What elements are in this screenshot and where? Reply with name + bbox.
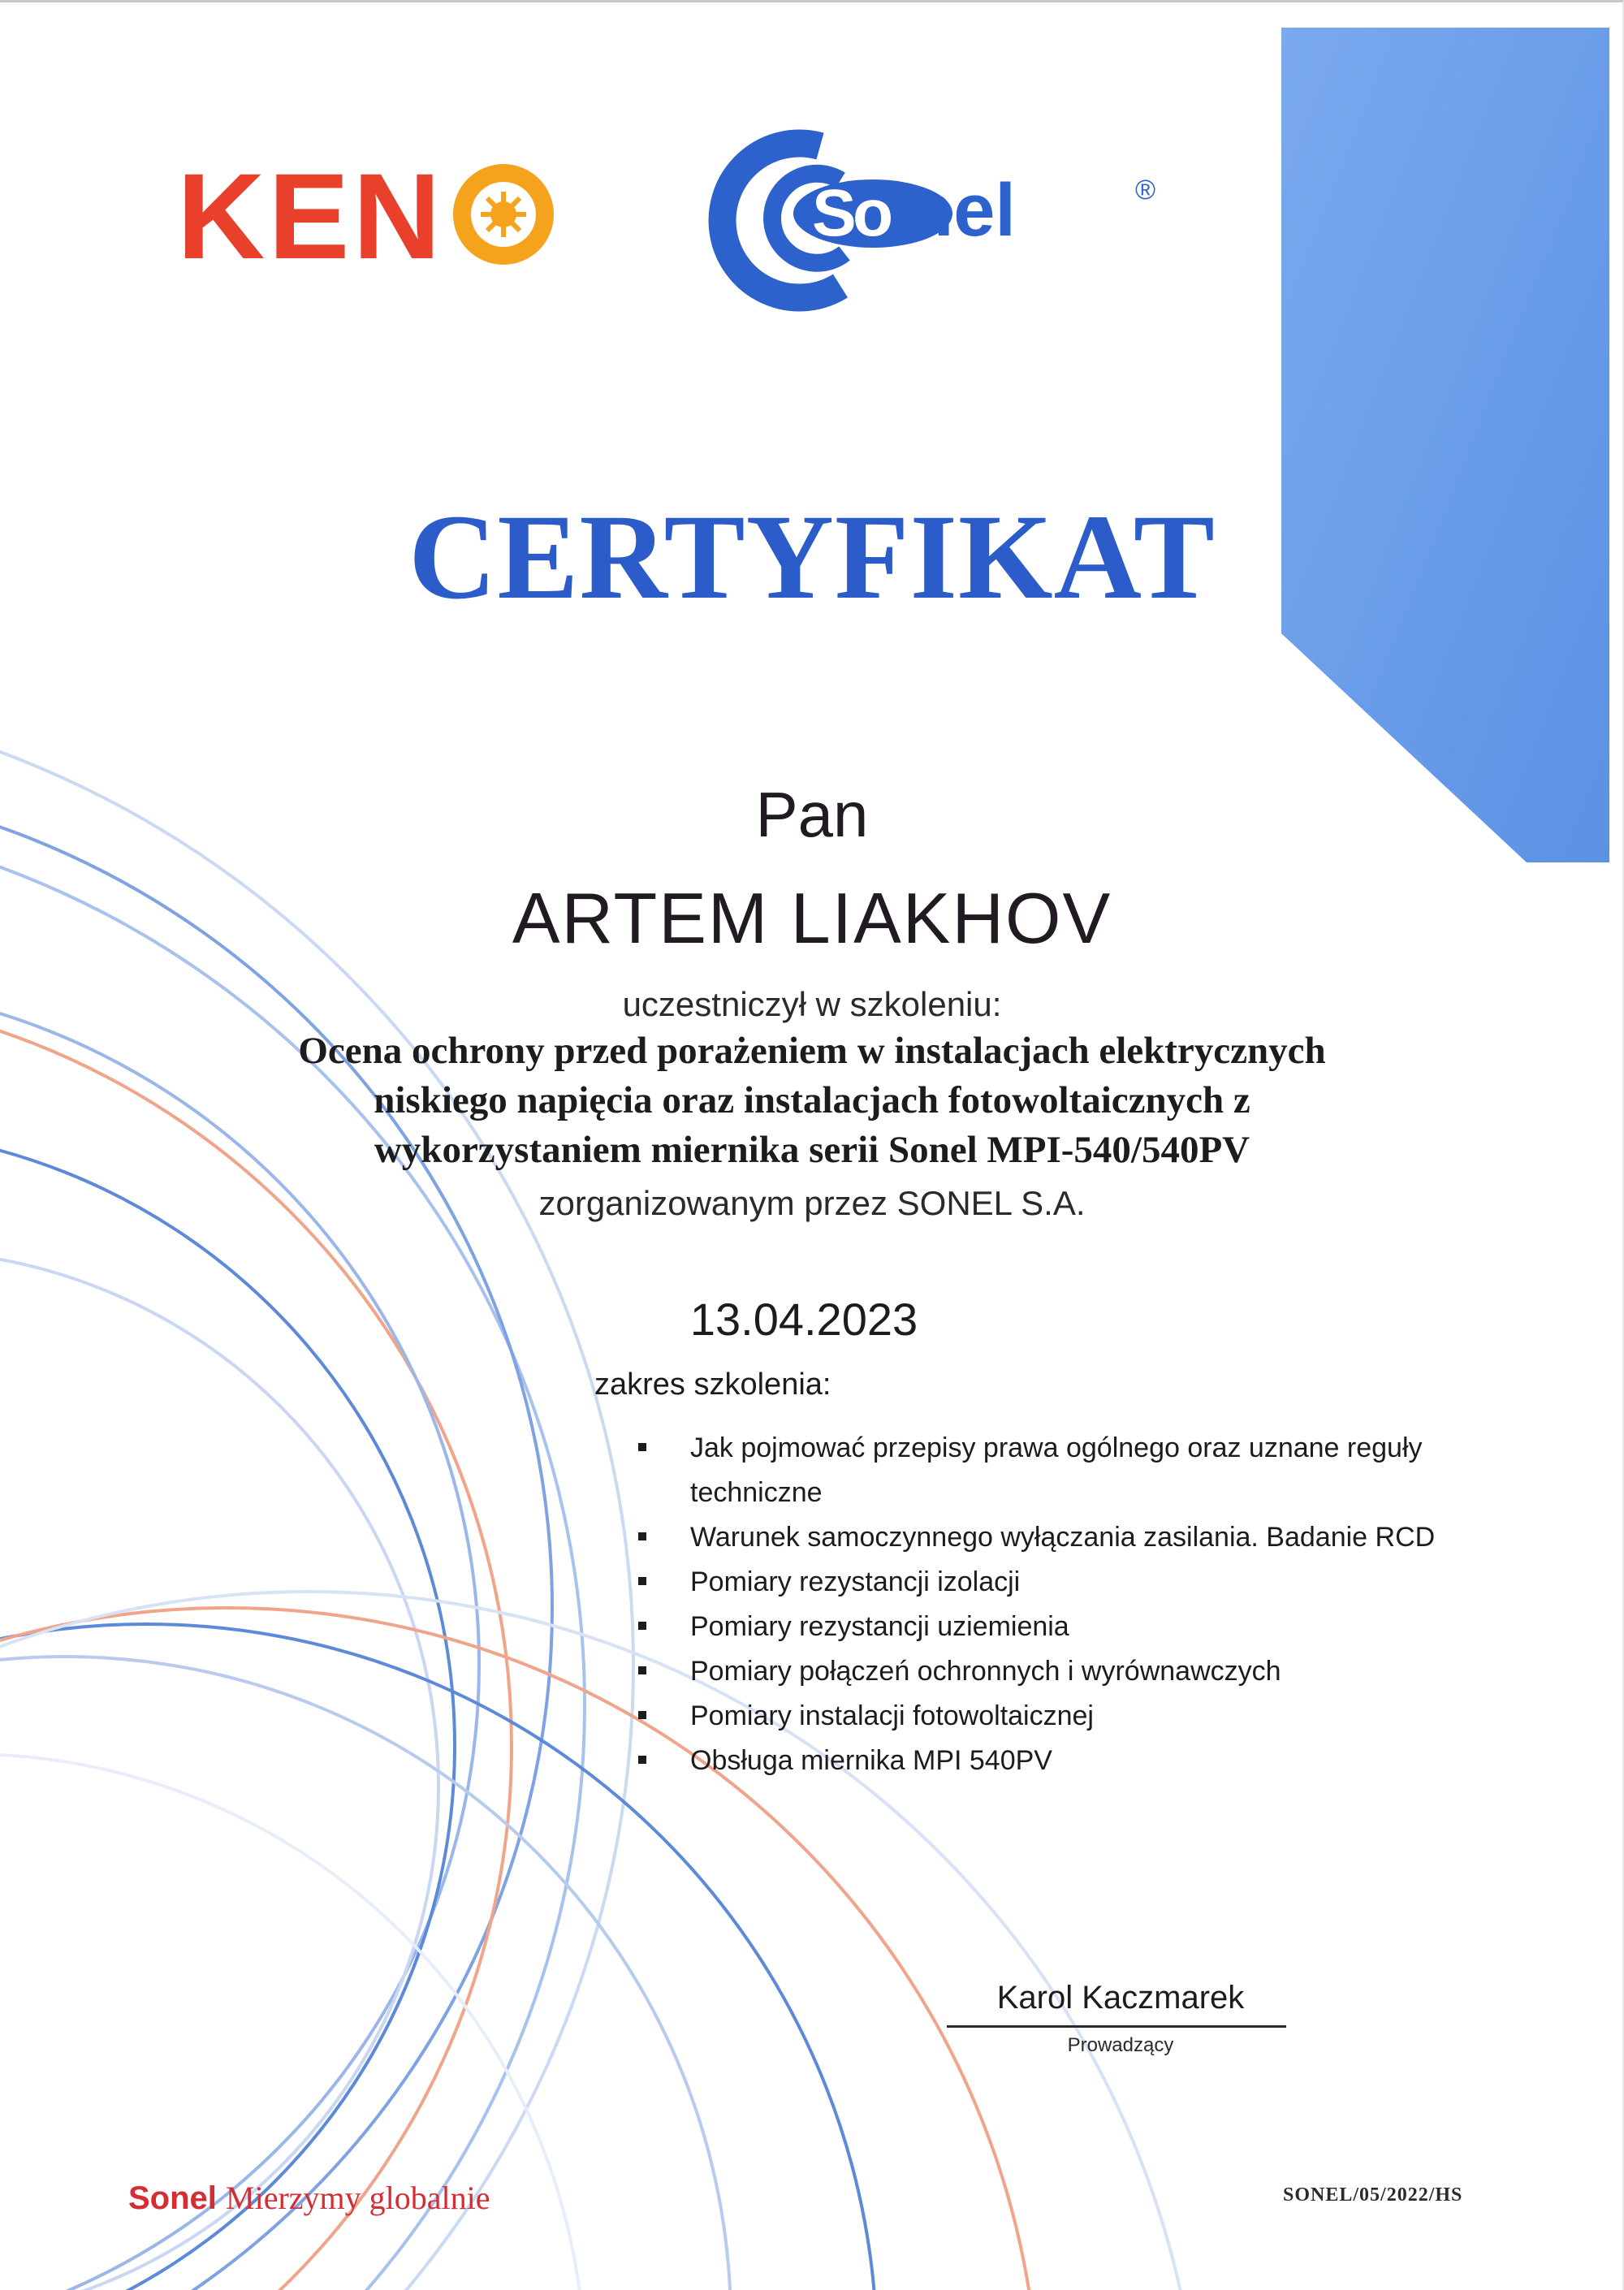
course-title — [146, 1026, 1478, 1175]
course-title-line: Ocena ochrony przed porażeniem w instalacjach elektrycznych — [298, 1030, 1326, 1072]
recipient-name: ARTEM LIAKHOV — [512, 878, 1112, 958]
signer-role: Prowadzący — [1067, 2034, 1174, 2056]
svg-text:o: o — [853, 176, 894, 250]
bullet-icon — [638, 1622, 646, 1630]
signer-name: Karol Kaczmarek — [996, 1980, 1245, 2016]
scope-item-text: Warunek samoczynnego wyłączania zasilania. Badanie RCD — [690, 1522, 1436, 1553]
svg-text:S: S — [812, 176, 857, 250]
bullet-icon — [638, 1756, 646, 1764]
svg-text:®: ® — [1135, 175, 1156, 205]
bullet-icon — [638, 1666, 646, 1674]
certificate-title: CERTYFIKAT — [408, 490, 1216, 624]
svg-text:KEN: KEN — [177, 148, 444, 284]
bullet-icon — [638, 1577, 646, 1585]
document-code: SONEL/05/2022/HS — [1283, 2184, 1463, 2206]
scope-item-text: Obsługa miernika MPI 540PV — [690, 1745, 1052, 1776]
scope-item — [638, 1739, 1531, 1783]
scope-item-text: Pomiary rezystancji uziemienia — [690, 1611, 1069, 1642]
signature-line — [947, 2025, 1286, 2028]
scope-item — [638, 1426, 1531, 1515]
scope-item-text: Pomiary rezystancji izolacji — [690, 1566, 1021, 1597]
scope-item-text: Pomiary połączeń ochronnych i wyrównawczych — [690, 1656, 1281, 1687]
scope-item — [638, 1649, 1531, 1694]
scope-item — [638, 1560, 1531, 1605]
scope-item-text: Pomiary instalacji fotowoltaicznej — [690, 1700, 1094, 1731]
bullet-icon — [638, 1443, 646, 1451]
scope-label: zakres szkolenia: — [594, 1368, 831, 1402]
organizer-text: zorganizowanym przez SONEL S.A. — [538, 1184, 1086, 1222]
bullet-icon — [638, 1711, 646, 1719]
footer-tagline: Mierzymy globalnie — [226, 2180, 490, 2216]
training-date: 13.04.2023 — [689, 1294, 918, 1345]
bullet-icon — [638, 1532, 646, 1540]
participation-text: uczestniczył w szkoleniu: — [622, 985, 1002, 1023]
svg-text:nel: nel — [908, 169, 1016, 252]
scope-item — [638, 1605, 1531, 1649]
course-title-line: niskiego napięcia oraz instalacjach fotowoltaicznych z — [374, 1079, 1250, 1121]
scope-list — [638, 1426, 1531, 1783]
footer-brand: Sonel — [128, 2180, 217, 2216]
footer-slogan — [128, 2179, 490, 2217]
scope-item — [638, 1515, 1531, 1560]
honorific: Pan — [755, 779, 869, 850]
course-title-line: wykorzystaniem miernika serii Sonel MPI-540/540PV — [374, 1129, 1250, 1171]
scope-item — [638, 1694, 1531, 1739]
scope-item-text: Jak pojmować przepisy prawa ogólnego oraz uznane reguły techniczne — [690, 1432, 1423, 1508]
